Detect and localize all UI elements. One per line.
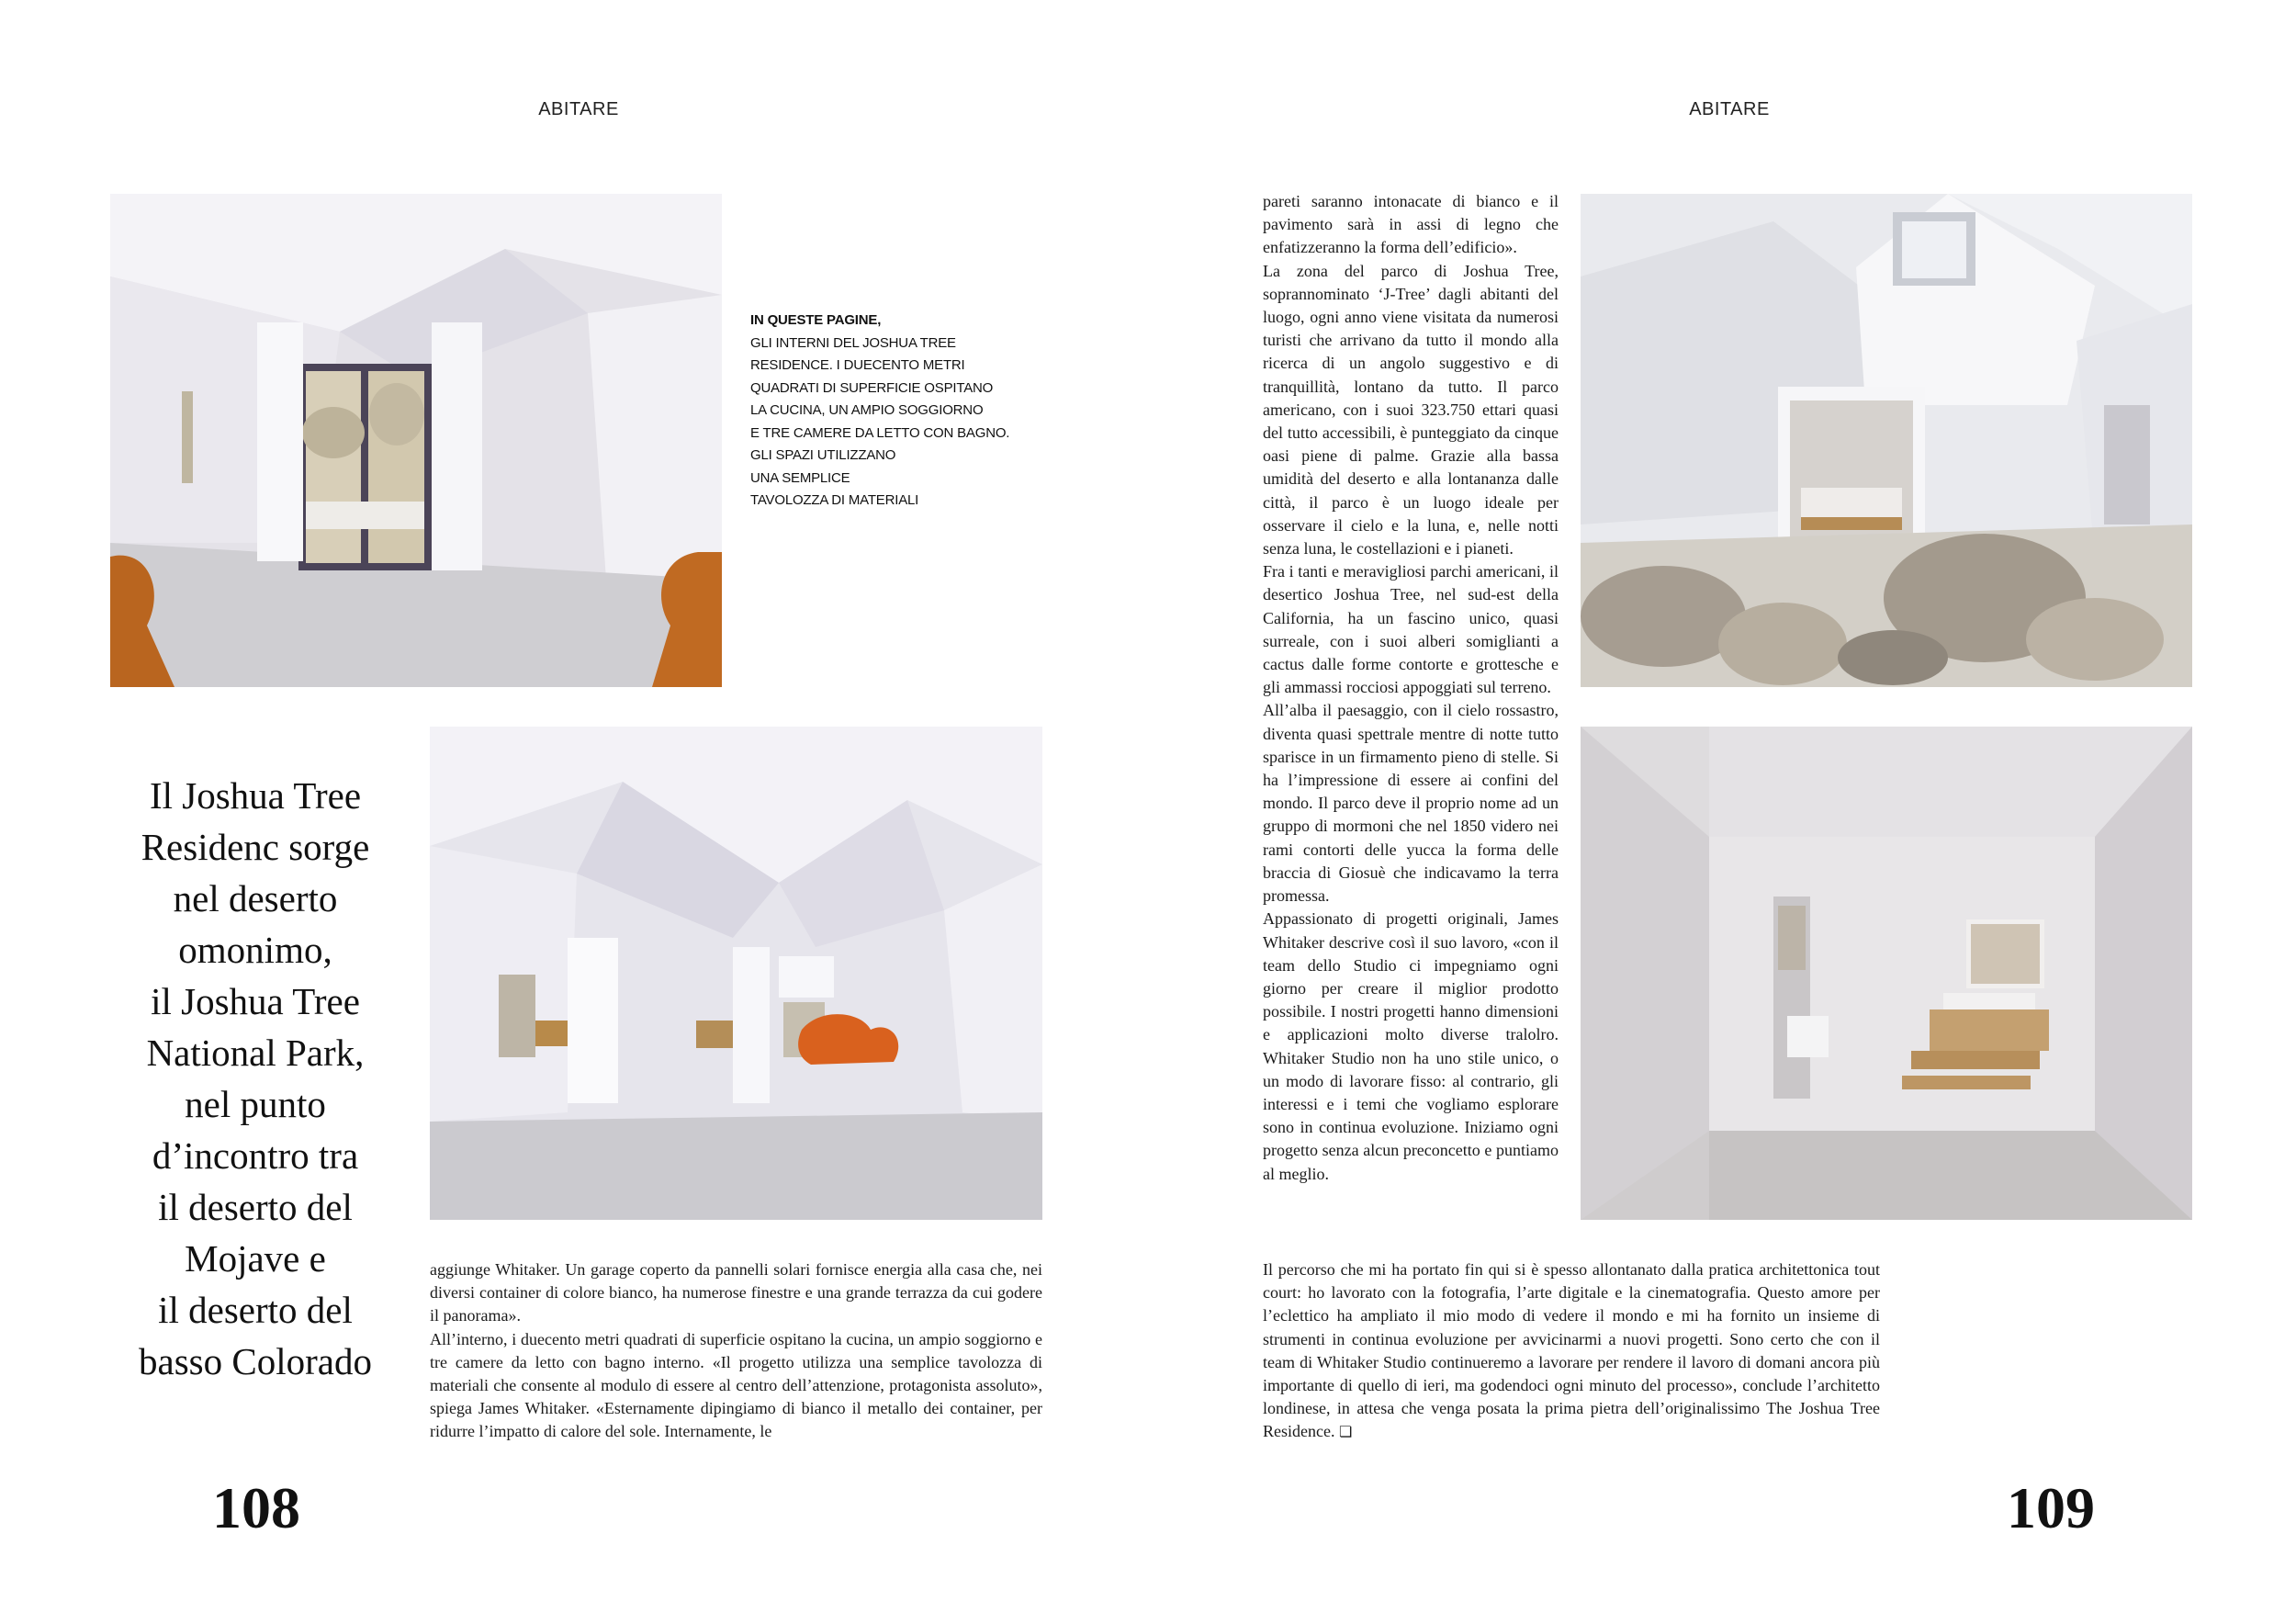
body-paragraph: Fra i tanti e meravigliosi parchi americani, il desertico Joshua Tree, nel sud-est della California, ha un fascino unico, quasi surreale, con i suoi alberi somiglianti a cactus dalle forme contorte e grottesche e gli ammassi rocciosi appoggiati sul terreno. [1263, 562, 1559, 697]
body-paragraph: All’alba il paesaggio, con il cielo rossastro, diventa quasi spettrale mentre di notte tutto sparisce in un firmamento pieno di stelle. Si ha l’impressione di essere ai confini del mondo. Il parco deve il proprio nome ad un gruppo di mormoni che nel 1850 videro nei rami contorti delle yucca la forma delle braccia di Giosuè che indicavamo la terra promessa. [1263, 701, 1559, 906]
caption-line: RESIDENCE. I DUECENTO METRI [750, 357, 965, 373]
pull-quote-line: nel punto [185, 1083, 326, 1125]
pull-quote-line: il deserto del [158, 1289, 353, 1331]
right-page-column [1263, 190, 1559, 1186]
pull-quote-line: d’incontro tra [152, 1134, 359, 1177]
pull-quote-line: nel deserto [173, 877, 338, 919]
caption-lead: IN QUESTE PAGINE, [750, 312, 882, 328]
caption-line: QUADRATI DI SUPERFICIE OSPITANO [750, 379, 994, 396]
pull-quote-line: Residenc sorge [141, 826, 370, 868]
caption-line: E TRE CAMERE DA LETTO CON BAGNO. [750, 424, 1010, 441]
body-paragraph: Appassionato di progetti originali, James Whitaker descrive così il suo lavoro, «con il team dello Studio ci impegniamo ogni giorno per creare il miglior prodotto possibile. I nostri progetti hanno dimensioni e applicazioni molto diverse tralolro. Whitaker Studio non ha uno stile unico, o un modo di lavorare fisso: al contrario, gli interessi e i temi che vogliamo esplorare sono in continua evoluzione. Iniziamo ogni progetto senza alcun preconcetto e puntiamo al meglio. [1263, 909, 1559, 1183]
body-paragraph: aggiunge Whitaker. Un garage coperto da pannelli solari fornisce energia alla casa che, nei diversi container di colore bianco, ha numerose finestre e una grande terrazza da cui godere il panorama». [430, 1260, 1042, 1325]
section-label-left: ABITARE [538, 99, 619, 119]
end-of-article-mark: ❏ [1338, 1423, 1353, 1441]
caption-line: LA CUCINA, UN AMPIO SOGGIORNO [750, 402, 984, 418]
pull-quote [108, 770, 402, 1387]
pull-quote-line: Mojave e [185, 1237, 326, 1280]
body-paragraph: All’interno, i duecento metri quadrati di superficie ospitano la cucina, un ampio soggiorno e tre camere da letto con bagno interno. «Il progetto utilizza una semplice tavolozza di materiali che consente al modulo di essere al centro dell’attenzione, protagonista assoluto», spiega James Whitaker. «Esternamente dipingiamo di bianco il metallo dei container, per ridurre l’impatto di calore del sole. Internamente, le [430, 1329, 1042, 1441]
photo-container-exterior-rocks [1581, 194, 2192, 687]
pull-quote-line: National Park, [146, 1032, 365, 1074]
pull-quote-line: Il Joshua Tree [149, 774, 362, 817]
photo-living-room-window [110, 194, 722, 687]
page-number-left: 108 [212, 1475, 300, 1540]
pull-quote-line: omonimo, [178, 929, 332, 971]
left-page-body [430, 1258, 1042, 1444]
caption-line: TAVOLOZZA DI MATERIALI [750, 492, 919, 508]
body-paragraph: pareti saranno intonacate di bianco e il pavimento sarà in assi di legno che enfatizzeranno la forma dell’edificio». [1263, 192, 1559, 257]
photo-open-space-orange-sofa [430, 727, 1042, 1220]
section-label-right: ABITARE [1689, 99, 1770, 119]
caption-line: GLI SPAZI UTILIZZANO [750, 447, 896, 463]
caption-line: GLI INTERNI DEL JOSHUA TREE [750, 334, 956, 351]
pull-quote-line: basso Colorado [139, 1340, 372, 1382]
pull-quote-line: il Joshua Tree [151, 980, 360, 1022]
body-paragraph: La zona del parco di Joshua Tree, soprannominato ‘J-Tree’ dagli abitanti del luogo, ogni anno viene visitata da numerosi turisti che arrivano da tutto il mondo alla ricerca di un angolo suggestivo e di tranquillità, lontano da tutto. Il parco americano, con i suoi 323.750 ettari quasi del tutto accessibili, è punteggiato da cinque oasi piene di palme. Grazie alla bassa umidità del deserto e alla lontananza dalle città, il parco è un luogo ideale per osservare il cielo e la luna, e, nelle notti senza luna, le costellazioni e i pianeti. [1263, 261, 1559, 558]
photo-bedroom-wood-platform [1581, 727, 2192, 1220]
page-number-right: 109 [2007, 1475, 2095, 1540]
right-page-bottom-body [1263, 1258, 1880, 1444]
closing-paragraph-text: Il percorso che mi ha portato fin qui si è spesso allontanato dalla pratica architettonica tout court: ho lavorato con la fotografia, l’arte digitale e la cinematografia. Questo amore per l’eclettico ha ampliato il mio modo di vedere il mondo e mi ha fornito un insieme di strumenti in continua evoluzione per avvicinarmi a nuovi progetti. Sono certo che con il team di Whitaker Studio continueremo a lavorare per rendere il lavoro di domani ancora più importante di quello di ieri, ma godendoci ogni minuto del processo», conclude l’architetto londinese, in attesa che venga posata la prima pietra dell’originalissimo The Joshua Tree Residence. [1263, 1260, 1880, 1441]
pull-quote-line: il deserto del [158, 1186, 353, 1228]
photo-caption [750, 310, 1026, 513]
body-paragraph [1263, 1258, 1880, 1444]
caption-line: UNA SEMPLICE [750, 469, 850, 486]
